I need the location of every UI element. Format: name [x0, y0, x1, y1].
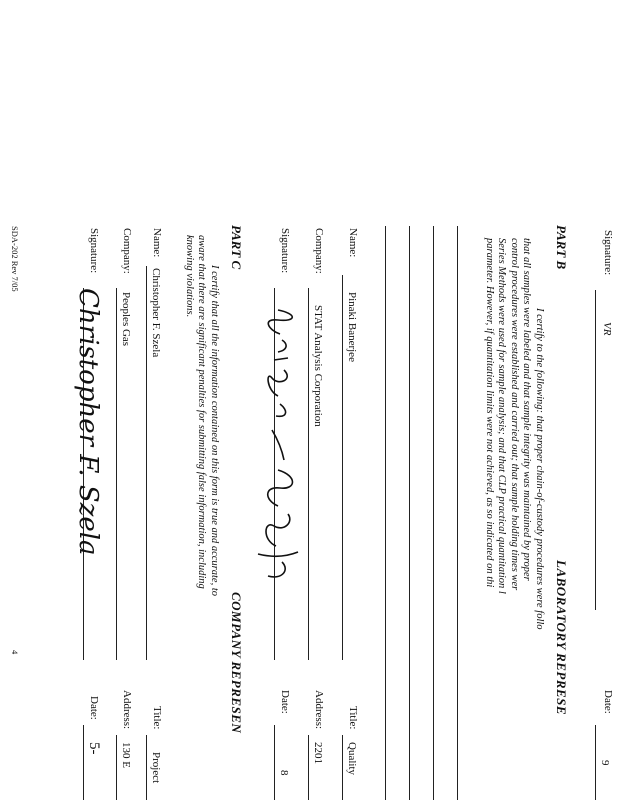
- part-c-date-value: 5-: [86, 742, 102, 755]
- part-b-address-line: [308, 735, 309, 800]
- comment-line: [409, 226, 410, 800]
- part-b-cert-line: control procedures were established and carried out; that sample holding times wer: [509, 238, 520, 591]
- form-id: SDA-202 Rev 7/05: [10, 226, 20, 292]
- part-b-title-value: Quality: [346, 742, 358, 775]
- comment-line: [385, 226, 386, 800]
- part-c-address-value: 130 E: [120, 742, 132, 768]
- part-b-title-label: Title:: [347, 706, 359, 730]
- part-c-address-line: [116, 735, 117, 800]
- top-signature-line: [595, 290, 596, 610]
- part-c-name-value: Christopher F. Szela: [150, 268, 162, 358]
- part-b-date-label: Date:: [279, 690, 291, 714]
- page-number: 4: [10, 650, 20, 655]
- part-c-label: PART C: [229, 225, 244, 270]
- part-c-name-label: Name:: [151, 228, 163, 258]
- part-c-address-label: Address:: [121, 690, 133, 730]
- part-c-title-label: Title:: [151, 706, 163, 730]
- part-c-name-line: [146, 266, 147, 660]
- part-b-date-line: [274, 725, 275, 800]
- part-c-cert-line: I certify that all the information contained on this form is true and accurate, to: [209, 265, 220, 597]
- part-b-name-value: Pinaki Banerjee: [346, 292, 358, 362]
- part-c-company-value: Peoples Gas: [120, 292, 132, 347]
- part-b-name-label: Name:: [347, 228, 359, 258]
- part-b-heading: LABORATORY REPRESE: [554, 560, 569, 716]
- top-signature-scrawl: VR: [601, 322, 613, 336]
- top-date-value: 9: [599, 760, 611, 766]
- part-c-company-label: Company:: [121, 228, 133, 274]
- part-b-label: PART B: [554, 225, 569, 270]
- part-c-date-line: [83, 725, 84, 800]
- part-b-cert-line: parameter. However, if quantitation limits were not achieved, as so indicated on thi: [484, 238, 495, 588]
- part-b-address-label: Address:: [313, 690, 325, 730]
- part-b-certification: [483, 238, 546, 630]
- part-b-title-line: [342, 735, 343, 800]
- part-b-date-value: 8: [278, 770, 290, 776]
- part-c-signature-label: Signature:: [88, 228, 100, 274]
- top-signature-label: Signature:: [602, 230, 614, 276]
- comment-line: [433, 226, 434, 800]
- part-c-heading: COMPANY REPRESEN: [229, 592, 244, 734]
- part-b-address-value: 2201: [312, 742, 324, 764]
- part-b-cert-line: Series Methods were used for sample analysis; and that CLP practical quantitation l: [496, 238, 508, 594]
- part-b-cert-line: I certify to the following: that proper chain-of-custody procedures were follo: [534, 308, 545, 630]
- part-b-handwritten-signature: [248, 300, 318, 600]
- part-c-title-line: [146, 735, 147, 800]
- part-b-company-label: Company:: [313, 228, 325, 274]
- part-b-company-value: STAT Analysis Corporation: [312, 305, 324, 427]
- svg-text:Christopher F. Szela: Christopher F. Szela: [73, 288, 103, 556]
- part-c-cert-line: aware that there are significant penalties for submitting false information, including: [196, 235, 208, 589]
- top-date-label: Date:: [602, 690, 614, 714]
- part-b-signature-label: Signature:: [279, 228, 291, 274]
- part-b-cert-line: that all samples were labeled and that sample integrity was maintained by proper: [521, 238, 533, 581]
- part-c-date-label: Date:: [88, 696, 100, 720]
- comment-line: [457, 226, 458, 800]
- part-c-cert-line: knowing violations.: [184, 235, 195, 318]
- part-c-certification: [183, 235, 221, 596]
- part-c-handwritten-signature: [62, 288, 122, 588]
- top-date-line: [595, 725, 596, 800]
- part-b-name-line: [342, 275, 343, 660]
- part-c-title-value: Project: [150, 752, 162, 784]
